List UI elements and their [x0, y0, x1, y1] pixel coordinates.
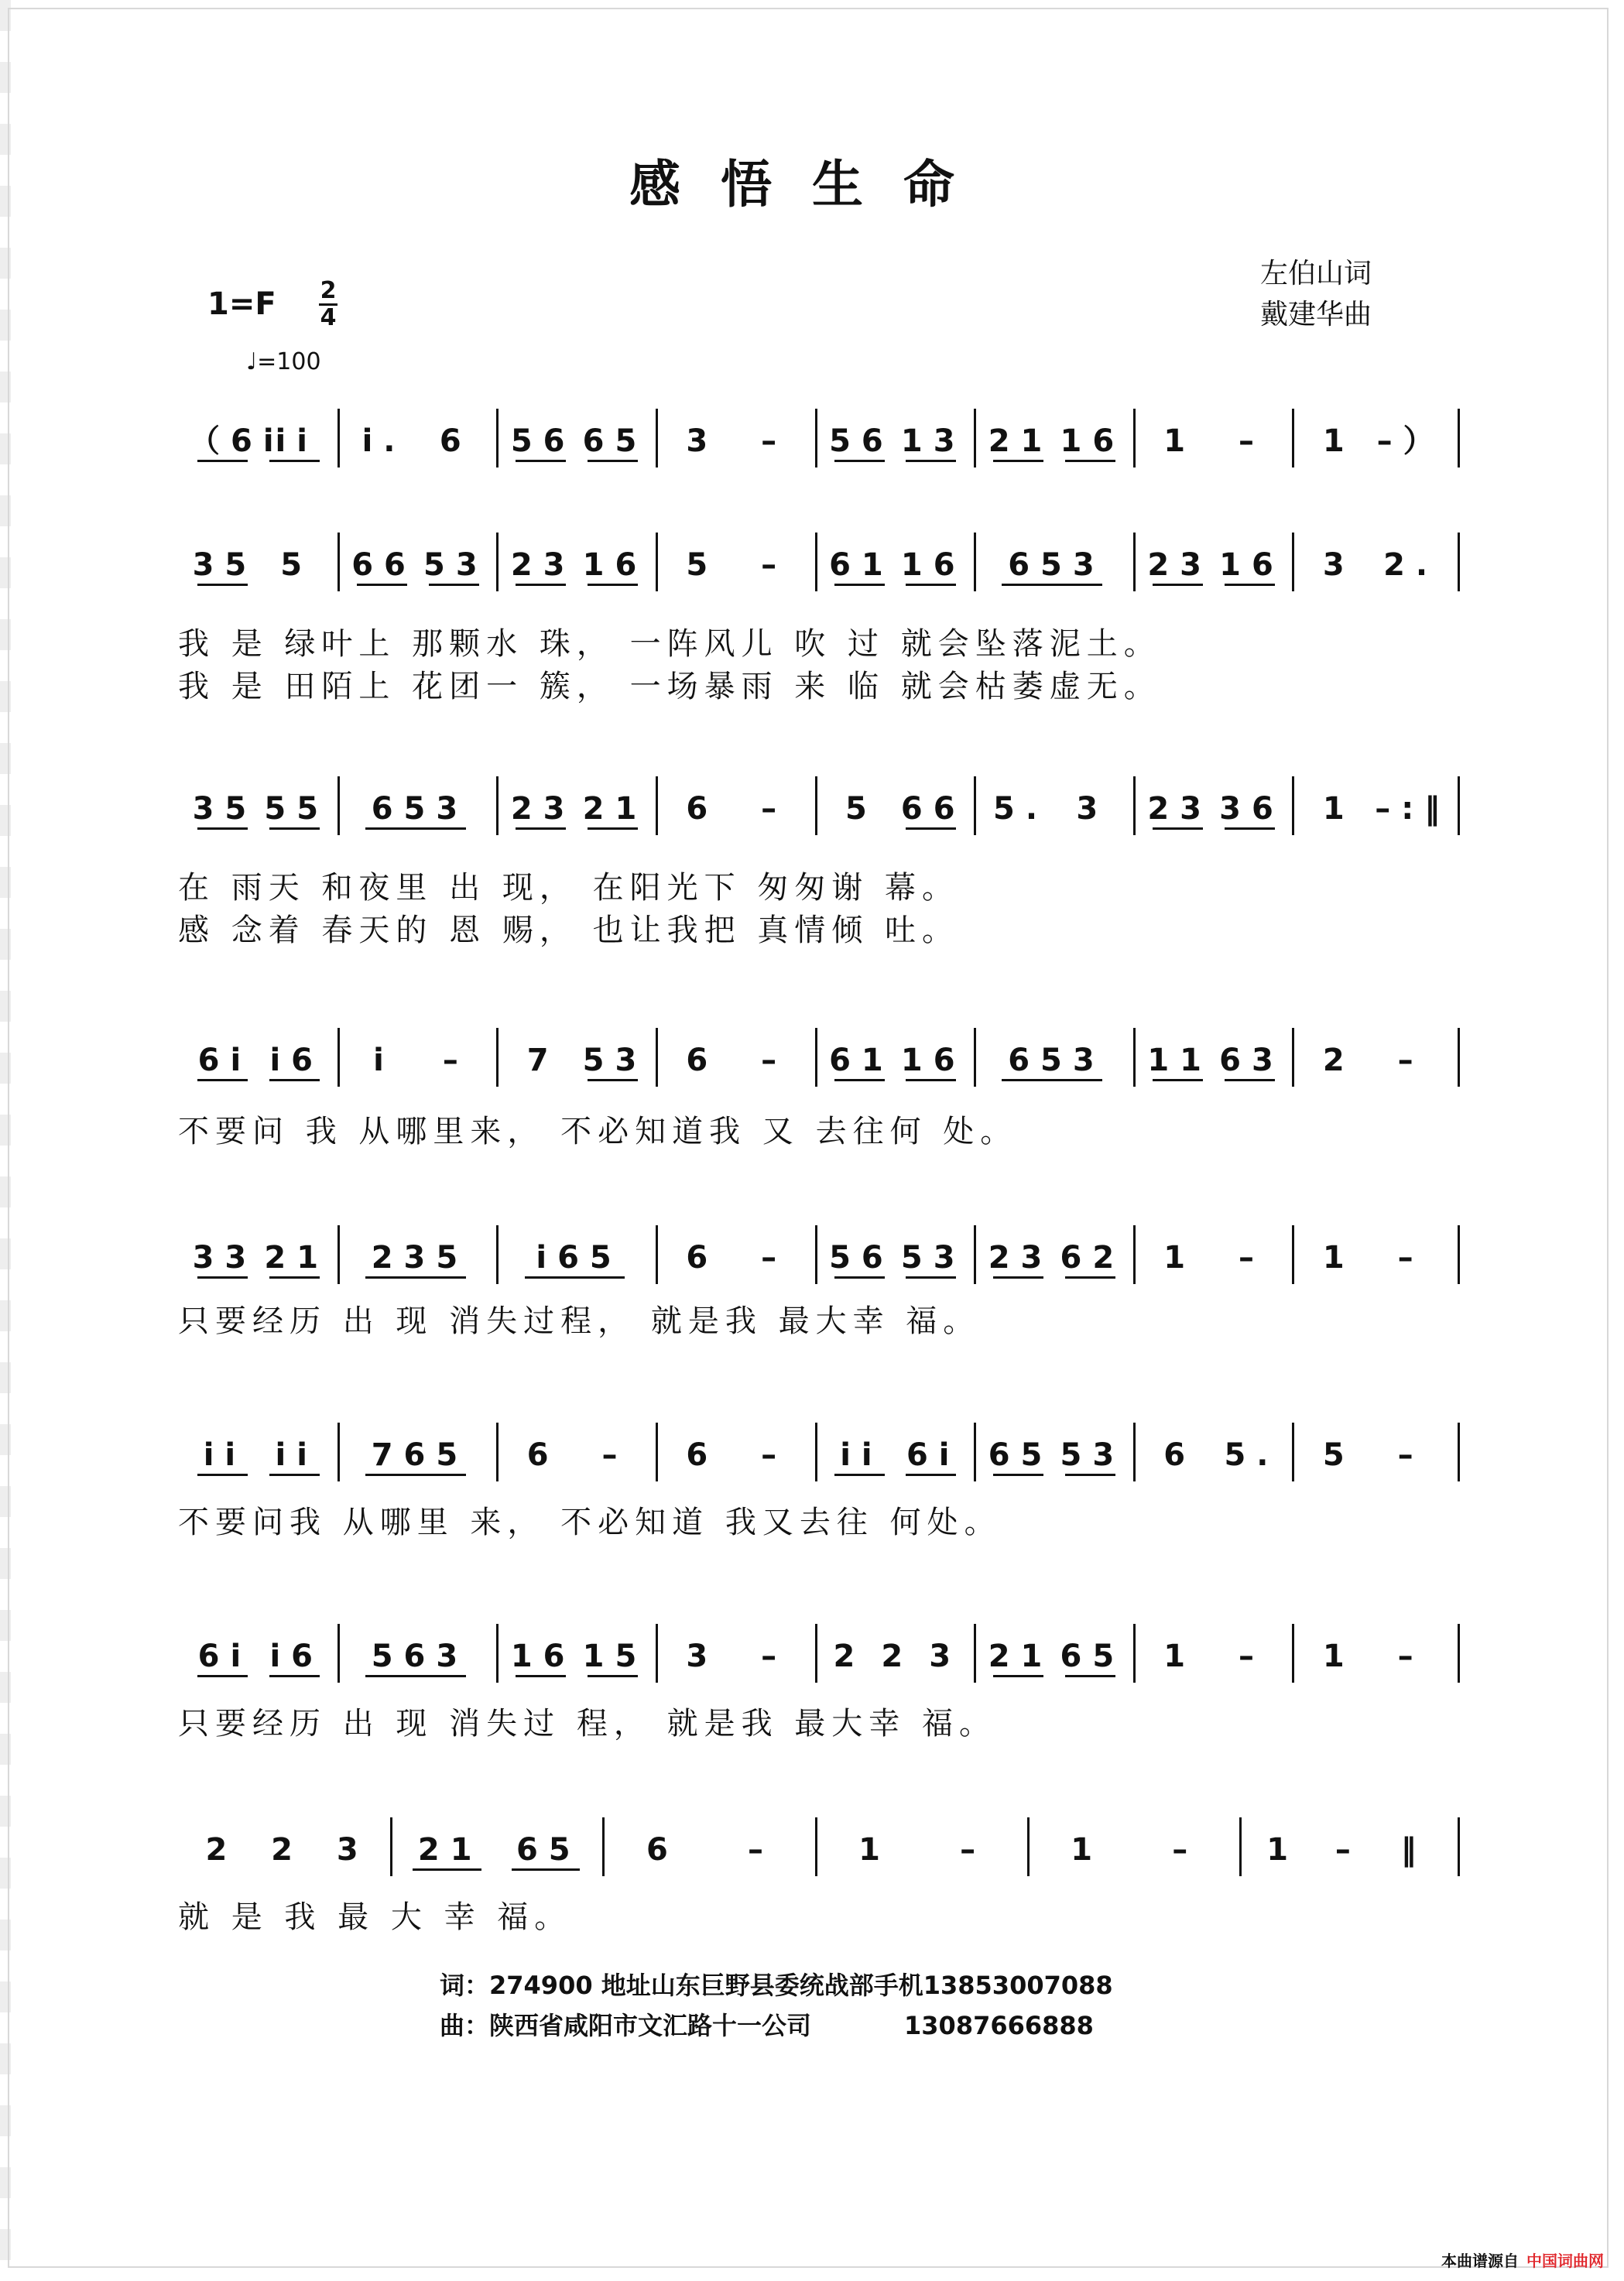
note-group: 53	[582, 1043, 648, 1078]
note-group: 5.	[993, 791, 1049, 827]
barline	[337, 776, 340, 835]
note-group: –:‖	[1375, 791, 1451, 827]
barline	[1133, 533, 1136, 591]
note-group: 66	[351, 547, 416, 583]
beam-underline	[1065, 1675, 1115, 1677]
note-group: 13	[900, 423, 966, 459]
composer-credit: 戴建华曲	[1260, 299, 1372, 331]
lyricist-credit: 左伯山词	[1260, 258, 1372, 289]
barline	[1458, 1624, 1460, 1683]
barline	[974, 1028, 976, 1087]
beam-underline	[365, 1276, 466, 1279]
note-group: 33	[192, 1240, 258, 1276]
note-group: –	[761, 1240, 788, 1276]
barline	[337, 1624, 340, 1683]
note-group: 6	[686, 1240, 719, 1276]
note-group: 5	[280, 547, 313, 583]
note-group: 16	[1060, 423, 1125, 459]
barline	[337, 533, 340, 591]
note-group: 61	[829, 1043, 894, 1078]
barline	[1292, 1624, 1294, 1683]
lyric-line: 就 是 我 最 大 幸 福。	[178, 1899, 572, 1935]
note-group: 1	[1322, 1240, 1355, 1276]
source-label: 本曲谱源自	[1441, 2252, 1519, 2270]
note-group: 23	[510, 791, 576, 827]
note-group: 1	[1322, 791, 1355, 827]
barline	[656, 1225, 658, 1284]
beam-underline	[834, 460, 885, 462]
song-title: 感悟生命	[629, 154, 995, 214]
lyric-line: 我 是 绿叶上 那颗水 珠， 一阵风儿 吹 过 就会坠落泥土。	[178, 626, 1161, 662]
note-group: 653	[1008, 1043, 1105, 1078]
beam-underline	[365, 1474, 466, 1476]
note-group: 3	[1322, 547, 1355, 583]
barline	[815, 1624, 817, 1683]
beam-underline	[197, 1079, 248, 1081]
note-group: 6	[1163, 1437, 1197, 1473]
barline	[1458, 1225, 1460, 1284]
lyric-line: 感 念着 春天的 恩 赐， 也让我把 真情倾 吐。	[178, 913, 960, 948]
note-group: 1	[1163, 1639, 1197, 1674]
note-group: 1	[1163, 1240, 1197, 1276]
note-group: 653	[371, 791, 469, 827]
beam-underline	[1153, 1079, 1203, 1081]
note-group: –	[442, 1043, 469, 1078]
note-group: 21	[988, 423, 1054, 459]
note-group: 16	[900, 547, 966, 583]
note-group: –	[1238, 423, 1265, 459]
notation-line	[0, 1633, 1624, 1687]
barline	[337, 1028, 340, 1087]
barline	[1292, 1225, 1294, 1284]
beam-underline	[269, 460, 320, 462]
note-group: 21	[417, 1832, 483, 1868]
beam-underline	[516, 584, 566, 586]
note-group: 2	[271, 1832, 303, 1868]
time-signature	[319, 279, 337, 331]
beam-underline	[1065, 1474, 1115, 1476]
barline	[1027, 1817, 1030, 1876]
notation-line	[0, 1432, 1624, 1486]
barline	[602, 1817, 605, 1876]
note-group: i.	[361, 423, 406, 459]
note-group: 1	[858, 1832, 891, 1868]
note-group: 65	[582, 423, 648, 459]
barline	[496, 1028, 499, 1087]
barline	[496, 533, 499, 591]
note-group: 63	[1219, 1043, 1284, 1078]
beam-underline	[834, 584, 885, 586]
note-group: 35	[192, 547, 258, 583]
beam-underline	[1153, 584, 1203, 586]
note-group: 6	[439, 423, 472, 459]
beam-underline	[516, 827, 566, 830]
beam-underline	[906, 1276, 956, 1279]
note-group: 65	[1060, 1639, 1125, 1674]
beam-underline	[269, 1474, 320, 1476]
note-group: 66	[900, 791, 966, 827]
note-group: –	[601, 1437, 629, 1473]
barline	[815, 1225, 817, 1284]
note-group: 765	[371, 1437, 469, 1473]
note-group: 6i	[197, 1639, 252, 1674]
note-group: 2	[1322, 1043, 1355, 1078]
note-group: –	[747, 1832, 774, 1868]
barline	[656, 776, 658, 835]
barline	[815, 1028, 817, 1087]
barline	[496, 1423, 499, 1481]
beam-underline	[197, 1675, 248, 1677]
barline	[390, 1817, 392, 1876]
barline	[815, 533, 817, 591]
beam-underline	[365, 827, 466, 830]
barline	[1133, 409, 1136, 468]
barline	[1458, 409, 1460, 468]
note-group: 23	[1147, 547, 1212, 583]
note-group: 36	[1219, 791, 1284, 827]
note-group: i6	[269, 1043, 324, 1078]
note-group: 2	[205, 1832, 238, 1868]
note-group: 5	[1322, 1437, 1355, 1473]
beam-underline	[269, 1079, 320, 1081]
barline	[1133, 1423, 1136, 1481]
note-group: 53	[423, 547, 488, 583]
time-signature-bottom: 4	[320, 304, 337, 331]
barline	[815, 1817, 817, 1876]
note-group: 6	[686, 1043, 719, 1078]
note-group: 6i	[197, 1043, 252, 1078]
note-group: 2	[833, 1639, 866, 1674]
note-group: 23	[988, 1240, 1054, 1276]
lyric-line: 在 雨天 和夜里 出 现， 在阳光下 匆匆谢 幕。	[178, 870, 960, 906]
lyric-line: 只要经历 出 现 消失过程， 就是我 最大幸 福。	[178, 1303, 981, 1339]
note-group: –	[1397, 1639, 1424, 1674]
beam-underline	[906, 1474, 956, 1476]
barline	[1292, 776, 1294, 835]
note-group: 7	[526, 1043, 560, 1078]
barline	[815, 776, 817, 835]
note-group: –	[1397, 1043, 1424, 1078]
note-group: 1	[1071, 1832, 1104, 1868]
note-group: 16	[900, 1043, 966, 1078]
barline	[1292, 533, 1294, 591]
beam-underline	[357, 584, 407, 586]
beam-underline	[1065, 1276, 1115, 1279]
barline	[656, 533, 658, 591]
barline	[1133, 776, 1136, 835]
note-group: –	[1397, 1437, 1424, 1473]
notation-line	[0, 1235, 1624, 1289]
beam-underline	[588, 1675, 638, 1677]
barline	[974, 409, 976, 468]
barline	[815, 1423, 817, 1481]
barline	[337, 409, 340, 468]
beam-underline	[197, 1276, 248, 1279]
beam-underline	[993, 1474, 1043, 1476]
barline	[656, 1028, 658, 1087]
note-group: 23	[510, 547, 576, 583]
beam-underline	[993, 1675, 1043, 1677]
note-group: –	[761, 547, 788, 583]
note-group: 21	[582, 791, 648, 827]
barline	[1458, 1028, 1460, 1087]
notation-line	[0, 418, 1624, 472]
note-group: 6	[526, 1437, 560, 1473]
barline	[815, 409, 817, 468]
note-group: 5.	[1224, 1437, 1280, 1473]
barline	[1458, 1817, 1460, 1876]
note-group: –	[960, 1832, 987, 1868]
beam-underline	[413, 1868, 481, 1871]
beam-underline	[1225, 584, 1275, 586]
note-group: 53	[1060, 1437, 1125, 1473]
note-group: 65	[988, 1437, 1054, 1473]
barline	[1239, 1817, 1242, 1876]
barline	[1458, 1423, 1460, 1481]
note-group: 16	[510, 1639, 576, 1674]
note-group: 1	[1322, 423, 1355, 459]
barline	[1133, 1624, 1136, 1683]
beam-underline	[516, 460, 566, 462]
barline	[1458, 533, 1460, 591]
note-group: 6	[646, 1832, 679, 1868]
note-group: –	[1334, 1832, 1362, 1868]
note-group: 3	[929, 1639, 962, 1674]
note-group: ii	[840, 1437, 883, 1473]
note-group: –）	[1376, 423, 1445, 459]
barline	[974, 776, 976, 835]
note-group: 23	[1147, 791, 1212, 827]
footer-composer-address: 曲：陕西省咸阳市文汇路十一公司	[440, 2011, 812, 2040]
note-group: 3	[1076, 791, 1109, 827]
beam-underline	[1225, 1079, 1275, 1081]
lyric-line: 不要问我 从哪里 来， 不必知道 我又去往 何处。	[178, 1505, 1002, 1540]
beam-underline	[906, 584, 956, 586]
note-group: –	[1238, 1639, 1265, 1674]
note-group: 35	[192, 791, 258, 827]
beam-underline	[197, 584, 248, 586]
beam-underline	[588, 1079, 638, 1081]
note-group: 61	[829, 547, 894, 583]
beam-underline	[588, 584, 638, 586]
footer-lyricist-contact: 词：274900 地址山东巨野县委统战部手机13853007088	[440, 1971, 1113, 2000]
note-group: –	[761, 1639, 788, 1674]
note-group: i65	[536, 1240, 622, 1276]
barline	[656, 1423, 658, 1481]
barline	[496, 409, 499, 468]
lyric-line: 只要经历 出 现 消失过 程， 就是我 最大幸 福。	[178, 1706, 997, 1742]
notation-line	[0, 1827, 1624, 1881]
note-group: 16	[1219, 547, 1284, 583]
note-group: 1	[1322, 1639, 1355, 1674]
barline	[974, 1225, 976, 1284]
note-group: 2.	[1383, 547, 1439, 583]
barline	[974, 1423, 976, 1481]
note-group: 5	[845, 791, 878, 827]
note-group: 2	[881, 1639, 914, 1674]
note-group: 6	[686, 791, 719, 827]
note-group: 56	[510, 423, 576, 459]
barline	[496, 1225, 499, 1284]
note-group: ii	[275, 423, 318, 459]
note-group: i	[373, 1043, 395, 1078]
beam-underline	[269, 827, 320, 830]
beam-underline	[588, 827, 638, 830]
barline	[1292, 1028, 1294, 1087]
beam-underline	[834, 1474, 885, 1476]
notation-line	[0, 786, 1624, 840]
barline	[1133, 1225, 1136, 1284]
note-group: 3	[336, 1832, 369, 1868]
note-group: 11	[1147, 1043, 1212, 1078]
beam-underline	[906, 827, 956, 830]
footer-composer-phone: 13087666888	[904, 2011, 1094, 2040]
beam-underline	[269, 1276, 320, 1279]
note-group: –	[761, 791, 788, 827]
note-group: –	[1238, 1240, 1265, 1276]
barline	[1458, 776, 1460, 835]
note-group: 56	[829, 423, 894, 459]
note-group: 15	[582, 1639, 648, 1674]
note-group: 6	[686, 1437, 719, 1473]
note-group: 5	[686, 547, 719, 583]
note-group: 55	[264, 791, 330, 827]
time-signature-top: 2	[320, 277, 337, 304]
lyric-line: 我 是 田陌上 花团一 簇， 一场暴雨 来 临 就会枯萎虚无。	[178, 669, 1161, 704]
beam-underline	[834, 1079, 885, 1081]
beam-underline	[269, 1675, 320, 1677]
note-group: 21	[988, 1639, 1054, 1674]
beam-underline	[906, 460, 956, 462]
footer-composer-contact	[440, 2006, 1094, 2042]
note-group: 21	[264, 1240, 330, 1276]
note-group: –	[1397, 1240, 1424, 1276]
note-group: 62	[1060, 1240, 1125, 1276]
beam-underline	[1065, 460, 1115, 462]
barline	[1292, 1423, 1294, 1481]
notation-line	[0, 542, 1624, 596]
note-group: 1	[1163, 423, 1197, 459]
note-group: –	[761, 1437, 788, 1473]
note-group: ii	[275, 1437, 318, 1473]
note-group: 3	[686, 1639, 719, 1674]
barline	[974, 1624, 976, 1683]
note-group: –	[1172, 1832, 1199, 1868]
beam-underline	[1002, 584, 1102, 586]
beam-underline	[429, 584, 479, 586]
note-group: i6	[269, 1639, 324, 1674]
beam-underline	[588, 460, 638, 462]
note-group: –	[761, 423, 788, 459]
note-group: 653	[1008, 547, 1105, 583]
beam-underline	[834, 1276, 885, 1279]
beam-underline	[993, 460, 1043, 462]
beam-underline	[197, 827, 248, 830]
beam-underline	[365, 1675, 466, 1677]
note-group: ‖	[1400, 1832, 1427, 1868]
beam-underline	[512, 1868, 581, 1871]
beam-underline	[197, 1474, 248, 1476]
beam-underline	[197, 460, 248, 462]
note-group: 3	[686, 423, 719, 459]
key-signature: 1=F	[207, 286, 276, 322]
beam-underline	[906, 1079, 956, 1081]
lyric-line: 不要问 我 从哪里来， 不必知道我 又 去往何 处。	[178, 1114, 1018, 1149]
note-group: 235	[371, 1240, 469, 1276]
beam-underline	[525, 1276, 625, 1279]
note-group: ii	[203, 1437, 247, 1473]
note-group: 6i	[906, 1437, 961, 1473]
beam-underline	[1225, 827, 1275, 830]
tempo-marking: ♩=100	[246, 348, 321, 375]
source-site-name: 中国词曲网	[1526, 2252, 1604, 2270]
beam-underline	[516, 1675, 566, 1677]
note-group: 16	[582, 547, 648, 583]
barline	[337, 1423, 340, 1481]
note-group: 1	[1266, 1832, 1300, 1868]
barline	[974, 533, 976, 591]
notation-line	[0, 1037, 1624, 1091]
barline	[496, 1624, 499, 1683]
note-group: 563	[371, 1639, 469, 1674]
note-group: –	[761, 1043, 788, 1078]
note-group: 53	[900, 1240, 966, 1276]
barline	[656, 1624, 658, 1683]
barline	[1292, 409, 1294, 468]
beam-underline	[993, 1276, 1043, 1279]
beam-underline	[1002, 1079, 1102, 1081]
beam-underline	[1153, 827, 1203, 830]
note-group: 56	[829, 1240, 894, 1276]
note-group: （6i	[189, 423, 285, 459]
barline	[337, 1225, 340, 1284]
barline	[1133, 1028, 1136, 1087]
barline	[656, 409, 658, 468]
barline	[496, 776, 499, 835]
note-group: 65	[516, 1832, 581, 1868]
